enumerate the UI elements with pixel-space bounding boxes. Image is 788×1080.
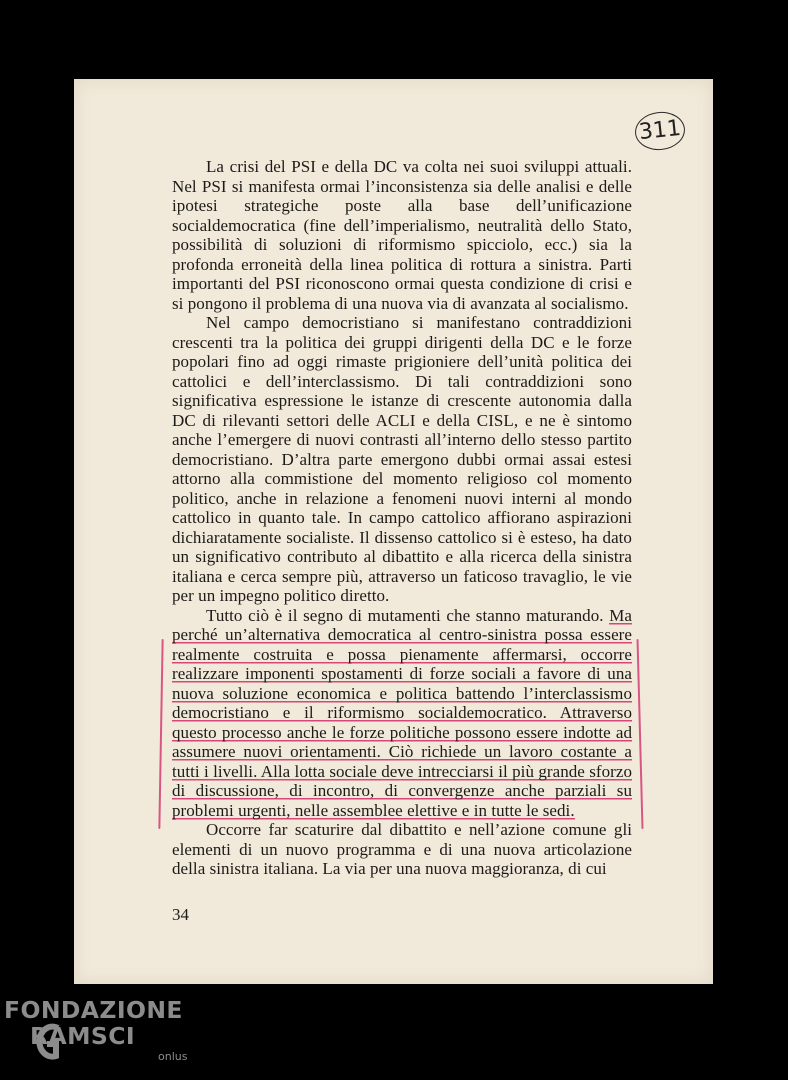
highlighted-passage: Ma perché un’alternativa democratica al centro-sinistra possa essere realmente costruita e possa pienamente affermarsi, occorre realizzare imponenti spostamenti di forze sociali a favore di una nuova soluzione economica e politica battendo l’interclassismo democristiano e il riformismo socialdemocratico. Attraverso questo processo anche le forze politiche possono essere indotte ad assumere nuovi orientamenti. Ciò richiede un lavoro costante a tutti i livelli. Alla lotta sociale deve intrecciarsi il più grande sforzo di discussione, di incontro, di convergenze anche parziali su problemi urgenti, nelle assemblee elettive e in tutte le sedi. (172, 605, 632, 820)
archive-number-stamp: 311 (633, 109, 687, 152)
logo-line-1: FONDAZIONE (4, 996, 183, 1024)
paragraph-3 (172, 606, 632, 821)
paragraph-3-plain: Tutto ciò è il segno di mutamenti che stanno maturando. (206, 605, 610, 625)
left-margin-mark (158, 639, 163, 829)
logo-line-3: onlus (158, 1050, 188, 1063)
paragraph-2: Nel campo democristiano si manifestano contraddizioni crescenti tra la politica dei gruppi dirigenti della DC e le forze popolari fino ad oggi rimaste prigioniere dell’unità politica dei cattolici e dell’interclassismo. Di tali contraddizioni sono significativa espressione le istanze di crescente autonomia dalla DC di rilevanti settori delle ACLI e della CISL, e ne è sintomo anche l’emergere di nuovi contrasti all’interno dello stesso partito democristiano. D’altra parte emergono dubbi ormai assai estesi attorno alla commistione del momento religioso col momento politico, anche in relazione a fenomeni nuovi interni al mondo cattolico in quanto tale. In campo cattolico affiorano aspirazioni dichiaratamente socialiste. Il dissenso cattolico si è esteso, ha dato un significativo contributo al dibattito e alla ricerca della sinistra italiana e cerca sempre più, attraverso un faticoso travaglio, le vie per un impegno politico diretto. (172, 313, 632, 605)
text-body (172, 157, 632, 879)
paragraph-4: Occorre far scaturire dal dibattito e nell’azione comune gli elementi di un nuovo programma e di una nuova articolazione della sinistra italiana. La via per una nuova maggioranza, di cui (172, 820, 632, 878)
logo-line-2: RAMSCI (30, 1022, 135, 1050)
page-number: 34 (172, 905, 189, 924)
paragraph-1: La crisi del PSI e della DC va colta nei suoi sviluppi attuali. Nel PSI si manifesta ormai l’inconsistenza sia delle analisi e delle ipotesi strategiche poste alla base dell’unificazione socialdemocratica (fine dell’imperialismo, neutralità dello Stato, possibilità di soluzioni di riformismo spicciolo, ecc.) sia la profonda erroneità della linea politica di rottura a sinistra. Parti importanti del PSI riconoscono ormai questa condizione di crisi e si pongono il problema di una nuova via di avanzata al socialismo. (172, 157, 632, 313)
document-page (74, 79, 713, 984)
right-margin-mark (637, 639, 644, 829)
fondazione-gramsci-logo (4, 996, 194, 1068)
